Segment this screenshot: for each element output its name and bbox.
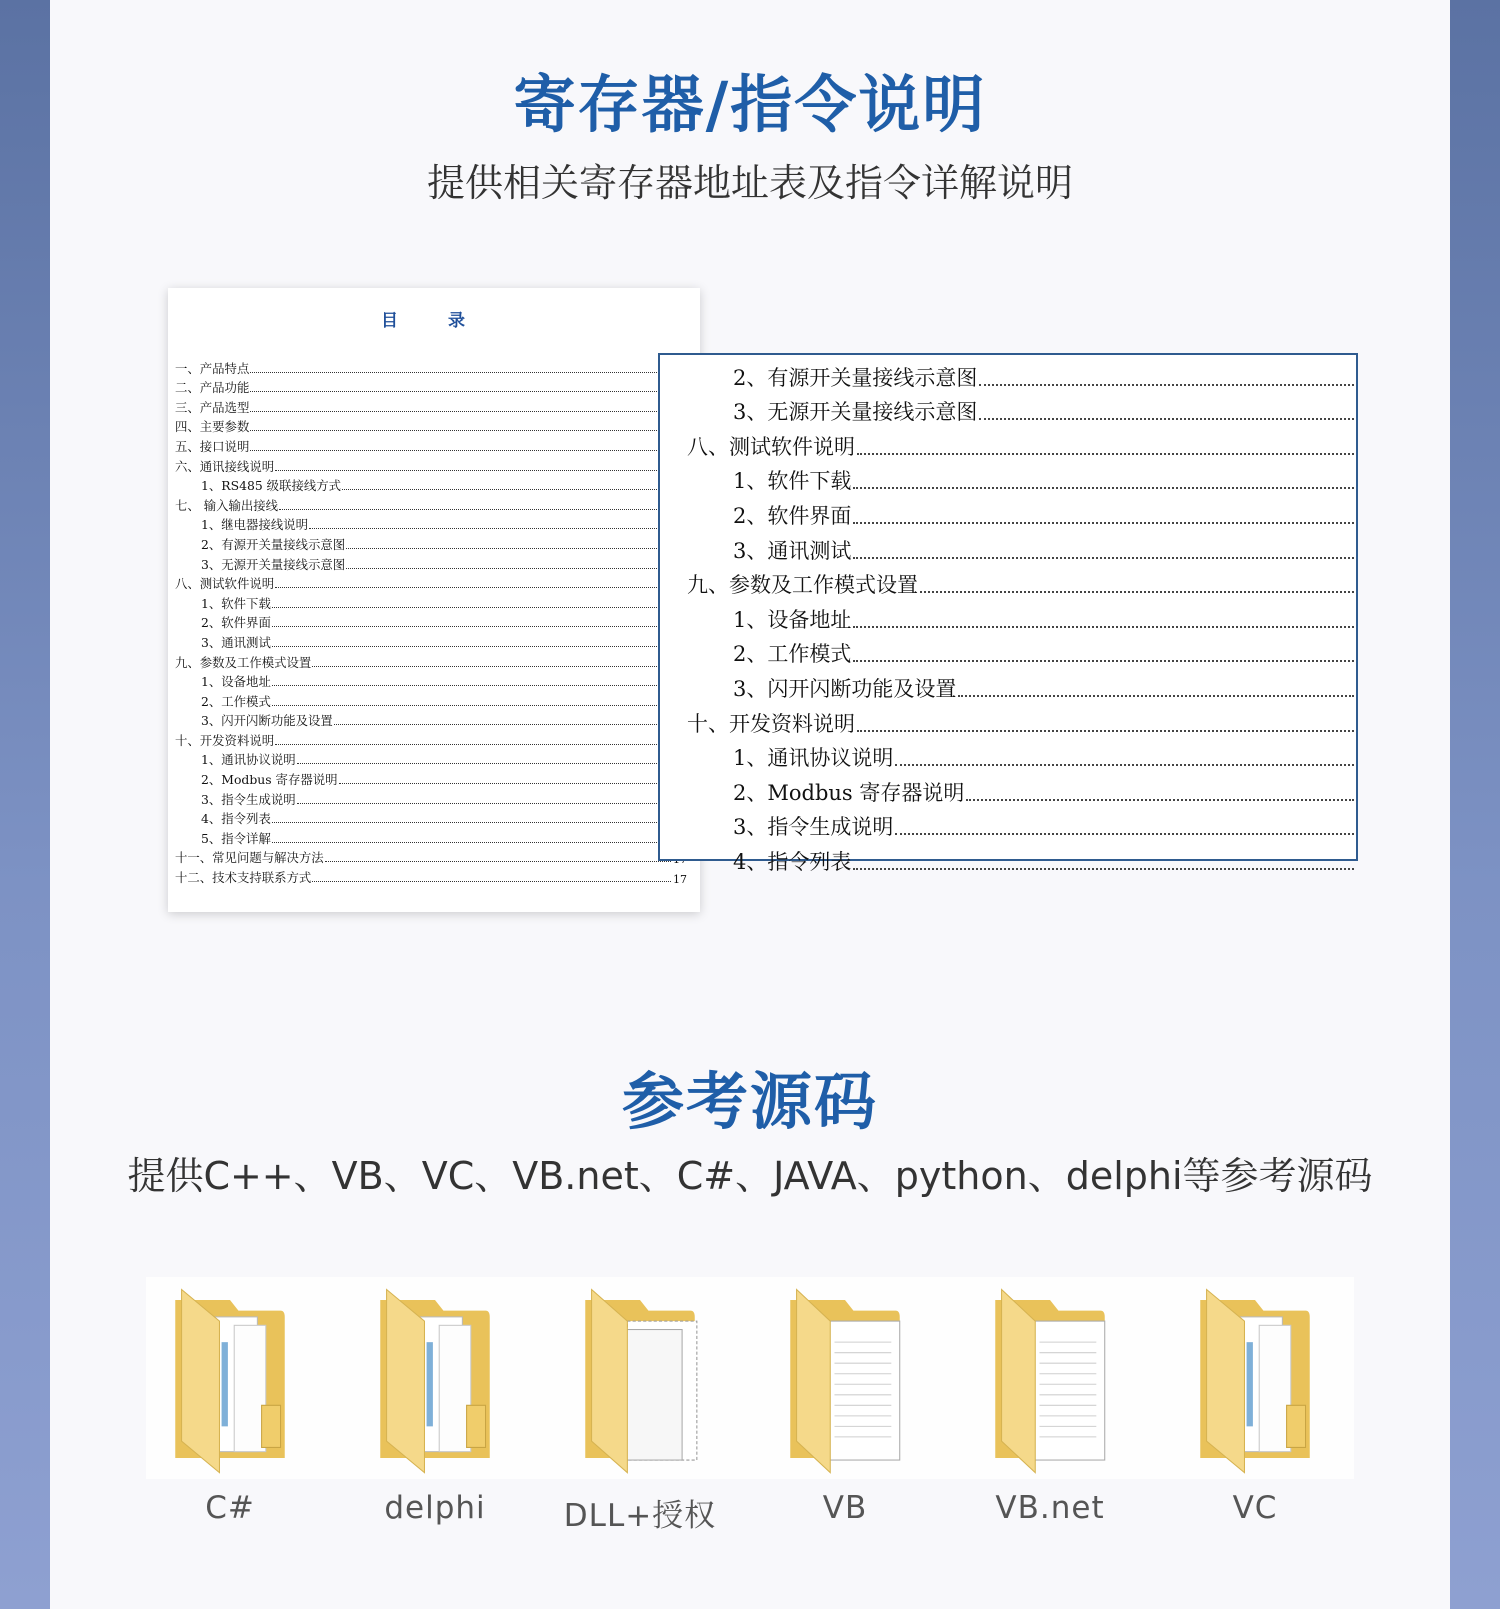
toc-entry xyxy=(175,631,687,651)
toc-zoom-leader-dots xyxy=(979,384,1354,386)
toc-entry xyxy=(175,768,687,788)
toc-leader-dots xyxy=(342,489,685,490)
toc-leader-dots xyxy=(346,568,685,569)
toc-leader-dots xyxy=(297,763,685,764)
toc-zoom-entry xyxy=(687,565,1354,600)
toc-zoom-leader-dots xyxy=(895,833,1354,835)
folder-with-pages-icon[interactable] xyxy=(560,1279,720,1479)
toc-leader-dots xyxy=(346,548,685,549)
folder-label[interactable]: VB.net xyxy=(995,1490,1105,1526)
folder-label[interactable]: DLL+授权 xyxy=(563,1498,717,1534)
toc-entry xyxy=(175,357,687,377)
source-code-section-title: 参考源码 xyxy=(621,1065,878,1138)
toc-entry xyxy=(175,592,687,612)
toc-zoom-entry-label: 2、工作模式 xyxy=(733,642,852,667)
register-section-title: 寄存器/指令说明 xyxy=(513,68,987,141)
toc-entry-label: 五、接口说明 xyxy=(175,438,250,454)
toc-entry-label: 2、有源开关量接线示意图 xyxy=(201,536,346,552)
toc-zoom-leader-dots xyxy=(920,591,1354,593)
toc-zoom-entry xyxy=(687,357,1354,392)
toc-zoom-entry xyxy=(687,668,1354,703)
toc-zoom-entry xyxy=(687,495,1354,530)
toc-zoom-entry-label: 4、指令列表 xyxy=(733,849,852,874)
toc-zoom-entry-label: 九、参数及工作模式设置 xyxy=(687,573,918,598)
toc-entry xyxy=(175,690,687,710)
toc-zoom-entry-label: 2、软件界面 xyxy=(733,503,852,528)
toc-entry-label: 3、指令生成说明 xyxy=(201,791,296,807)
toc-entry xyxy=(175,377,687,397)
toc-list xyxy=(175,357,687,886)
toc-entry-label: 六、通讯接线说明 xyxy=(175,458,275,474)
toc-zoom-entry-label: 1、软件下载 xyxy=(733,469,852,494)
toc-entry xyxy=(175,808,687,828)
toc-entry-label: 九、参数及工作模式设置 xyxy=(175,654,312,670)
toc-entry-label: 四、主要参数 xyxy=(175,419,250,435)
folder-with-documents-icon[interactable] xyxy=(355,1279,515,1479)
toc-zoom-leader-dots xyxy=(857,730,1354,732)
toc-entry-label: 三、产品选型 xyxy=(175,399,250,415)
toc-leader-dots xyxy=(312,881,671,882)
toc-leader-dots xyxy=(272,705,685,706)
toc-leader-dots xyxy=(272,685,685,686)
toc-zoom-entry xyxy=(687,807,1354,842)
toc-zoom-entry xyxy=(687,461,1354,496)
toc-leader-dots xyxy=(312,666,685,667)
toc-zoom-leader-dots xyxy=(895,764,1354,766)
toc-entry-label: 3、无源开关量接线示意图 xyxy=(201,556,346,572)
toc-entry xyxy=(175,455,687,475)
toc-leader-dots xyxy=(339,783,685,784)
toc-entry-label: 3、闪开闪断功能及设置 xyxy=(201,713,333,729)
toc-entry xyxy=(175,827,687,847)
toc-entry xyxy=(175,612,687,632)
toc-zoom-leader-dots xyxy=(853,522,1354,524)
toc-leader-dots xyxy=(325,861,671,862)
toc-entry-label: 2、Modbus 寄存器说明 xyxy=(201,772,338,788)
folder-label[interactable]: VB xyxy=(822,1490,868,1526)
toc-zoom-leader-dots xyxy=(958,695,1354,697)
toc-entry xyxy=(175,533,687,553)
toc-entry-label: 十二、技术支持联系方式 xyxy=(175,870,312,886)
toc-leader-dots xyxy=(275,470,685,471)
toc-leader-dots xyxy=(250,411,685,412)
toc-zoom-entry xyxy=(687,738,1354,773)
source-code-section-subtitle: 提供C++、VB、VC、VB.net、C#、JAVA、python、delphi等参考源码 xyxy=(127,1154,1373,1198)
toc-zoom-entry-label: 十、开发资料说明 xyxy=(687,711,855,736)
toc-entry xyxy=(175,749,687,769)
toc-entry xyxy=(175,651,687,671)
toc-document xyxy=(168,288,700,912)
toc-entry xyxy=(175,788,687,808)
folder-with-text-page-icon[interactable] xyxy=(765,1279,925,1479)
toc-zoom-list xyxy=(687,357,1354,876)
toc-entry-label: 1、设备地址 xyxy=(201,674,271,690)
toc-leader-dots xyxy=(275,744,685,745)
folder-strip xyxy=(146,1277,1354,1479)
toc-entry-label: 2、工作模式 xyxy=(201,693,271,709)
toc-entry xyxy=(175,866,687,886)
toc-zoom-entry-label: 3、指令生成说明 xyxy=(733,815,894,840)
toc-zoom-entry xyxy=(687,426,1354,461)
toc-entry-label: 1、RS485 级联接线方式 xyxy=(201,478,342,494)
toc-zoom-leader-dots xyxy=(857,453,1354,455)
toc-entry-label: 十一、常见问题与解决方法 xyxy=(175,850,324,866)
toc-leader-dots xyxy=(250,450,685,451)
toc-zoom-leader-dots xyxy=(966,799,1354,801)
folder-label[interactable]: delphi xyxy=(384,1490,486,1526)
toc-zoom-entry xyxy=(687,841,1354,876)
toc-leader-dots xyxy=(272,842,685,843)
toc-leader-dots xyxy=(272,626,685,627)
toc-entry xyxy=(175,396,687,416)
toc-entry xyxy=(175,435,687,455)
toc-entry xyxy=(175,475,687,495)
toc-leader-dots xyxy=(250,391,685,392)
toc-leader-dots xyxy=(334,724,685,725)
toc-zoom-leader-dots xyxy=(853,660,1354,662)
toc-entry-label: 3、通讯测试 xyxy=(201,634,271,650)
toc-entry-page: 17 xyxy=(673,873,687,887)
toc-leader-dots xyxy=(297,803,685,804)
toc-zoom-entry xyxy=(687,392,1354,427)
toc-zoom-entry-label: 3、通讯测试 xyxy=(733,538,852,563)
toc-entry xyxy=(175,514,687,534)
toc-leader-dots xyxy=(250,430,685,431)
toc-entry xyxy=(175,671,687,691)
toc-zoom-leader-dots xyxy=(853,626,1354,628)
toc-entry-label: 1、软件下载 xyxy=(201,595,271,611)
toc-entry-label: 十、开发资料说明 xyxy=(175,732,275,748)
toc-entry xyxy=(175,416,687,436)
toc-zoom-entry xyxy=(687,599,1354,634)
toc-leader-dots xyxy=(272,607,685,608)
toc-document-title: 目 录 xyxy=(381,311,487,331)
toc-zoom-entry-label: 2、有源开关量接线示意图 xyxy=(733,365,978,390)
toc-leader-dots xyxy=(272,822,685,823)
toc-entry-label: 八、测试软件说明 xyxy=(175,576,275,592)
toc-entry-label: 一、产品特点 xyxy=(175,360,250,376)
toc-leader-dots xyxy=(272,646,685,647)
toc-zoom-callout xyxy=(658,353,1358,874)
toc-entry-label: 1、通讯协议说明 xyxy=(201,752,296,768)
toc-entry-label: 4、指令列表 xyxy=(201,811,271,827)
toc-zoom-entry-label: 3、闪开闪断功能及设置 xyxy=(733,676,957,701)
toc-entry-label: 5、指令详解 xyxy=(201,830,271,846)
folder-with-documents-icon[interactable] xyxy=(1175,1279,1335,1479)
folder-label[interactable]: VC xyxy=(1232,1490,1278,1526)
toc-entry-label: 1、继电器接线说明 xyxy=(201,517,309,533)
toc-zoom-entry-label: 2、Modbus 寄存器说明 xyxy=(733,780,965,805)
toc-leader-dots xyxy=(275,587,685,588)
toc-leader-dots xyxy=(279,509,685,510)
toc-entry-label: 2、软件界面 xyxy=(201,615,271,631)
toc-zoom-entry xyxy=(687,634,1354,669)
toc-entry xyxy=(175,553,687,573)
toc-entry xyxy=(175,729,687,749)
toc-entry-label: 二、产品功能 xyxy=(175,380,250,396)
content-panel xyxy=(50,0,1450,1609)
toc-leader-dots xyxy=(309,528,685,529)
toc-zoom-leader-dots xyxy=(979,418,1354,420)
toc-entry-label: 七、 输入输出接线 xyxy=(175,497,279,513)
toc-zoom-leader-dots xyxy=(853,557,1354,559)
toc-entry xyxy=(175,710,687,730)
toc-zoom-entry xyxy=(687,703,1354,738)
toc-zoom-leader-dots xyxy=(853,487,1354,489)
toc-entry xyxy=(175,494,687,514)
toc-leader-dots xyxy=(250,372,685,373)
toc-zoom-entry xyxy=(687,772,1354,807)
folder-with-documents-icon[interactable] xyxy=(150,1279,310,1479)
toc-zoom-entry-label: 八、测试软件说明 xyxy=(687,434,855,459)
toc-zoom-leader-dots xyxy=(853,868,1354,870)
toc-entry xyxy=(175,847,687,867)
toc-zoom-entry-label: 3、无源开关量接线示意图 xyxy=(733,400,978,425)
register-section-subtitle: 提供相关寄存器地址表及指令详解说明 xyxy=(426,161,1073,205)
toc-zoom-entry-label: 1、通讯协议说明 xyxy=(733,746,894,771)
folder-label[interactable]: C# xyxy=(205,1490,255,1526)
toc-entry xyxy=(175,573,687,593)
toc-zoom-entry xyxy=(687,530,1354,565)
folder-with-text-page-icon[interactable] xyxy=(970,1279,1130,1479)
toc-zoom-entry-label: 1、设备地址 xyxy=(733,607,852,632)
